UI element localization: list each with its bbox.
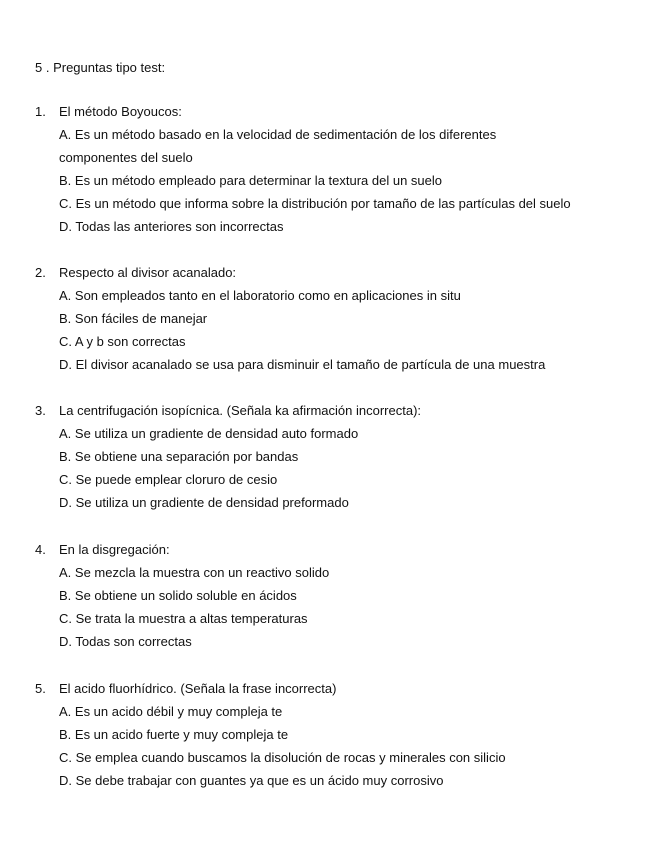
question-3 [0,403,656,510]
question-4 [0,542,656,649]
question-number: 5. [35,681,46,696]
option-a: A. Se utiliza un gradiente de densidad auto formado [59,426,359,441]
question-number: 1. [35,104,46,119]
option-b: B. Se obtiene un solido soluble en ácidos [59,588,297,603]
option-c: C. Se emplea cuando buscamos la disolución de rocas y minerales con silicio [59,750,506,765]
option-c: C. Es un método que informa sobre la distribución por tamaño de las partículas del suelo [59,196,571,211]
option-a: A. Es un método basado en la velocidad de sedimentación de los diferentes componentes del suelo [59,127,497,165]
option-d: D. Se utiliza un gradiente de densidad preformado [59,495,349,510]
option-b: B. Es un acido fuerte y muy compleja te [59,727,289,742]
question-5 [0,681,656,788]
question-text: El método Boyoucos: [59,104,182,119]
question-number: 2. [35,265,46,280]
option-b: B. Son fáciles de manejar [59,311,208,326]
option-d: D. El divisor acanalado se usa para disminuir el tamaño de partícula de una muestra [59,357,546,372]
question-text: El acido fluorhídrico. (Señala la frase incorrecta) [59,681,337,696]
question-number: 4. [35,542,46,557]
question-text: En la disgregación: [59,542,170,557]
option-b: B. Es un método empleado para determinar la textura del un suelo [59,173,443,188]
option-a: A. Se mezcla la muestra con un reactivo solido [59,565,330,580]
option-a: A. Es un acido débil y muy compleja te [59,704,283,719]
question-2 [0,265,656,372]
option-d: D. Se debe trabajar con guantes ya que es un ácido muy corrosivo [59,773,444,788]
option-d: D. Todas son correctas [59,634,192,649]
option-c: C. Se puede emplear cloruro de cesio [59,472,278,487]
question-number: 3. [35,403,46,418]
question-text: Respecto al divisor acanalado: [59,265,237,280]
option-b: B. Se obtiene una separación por bandas [59,449,299,464]
option-d: D. Todas las anteriores son incorrectas [59,219,284,234]
option-a: A. Son empleados tanto en el laboratorio como en aplicaciones in situ [59,288,461,303]
option-c: C. Se trata la muestra a altas temperaturas [59,611,308,626]
section-title: 5 . Preguntas tipo test: [35,60,166,75]
option-c: C. A y b son correctas [59,334,186,349]
question-text: La centrifugación isopícnica. (Señala ka afirmación incorrecta): [59,403,422,418]
question-1 [0,104,656,234]
